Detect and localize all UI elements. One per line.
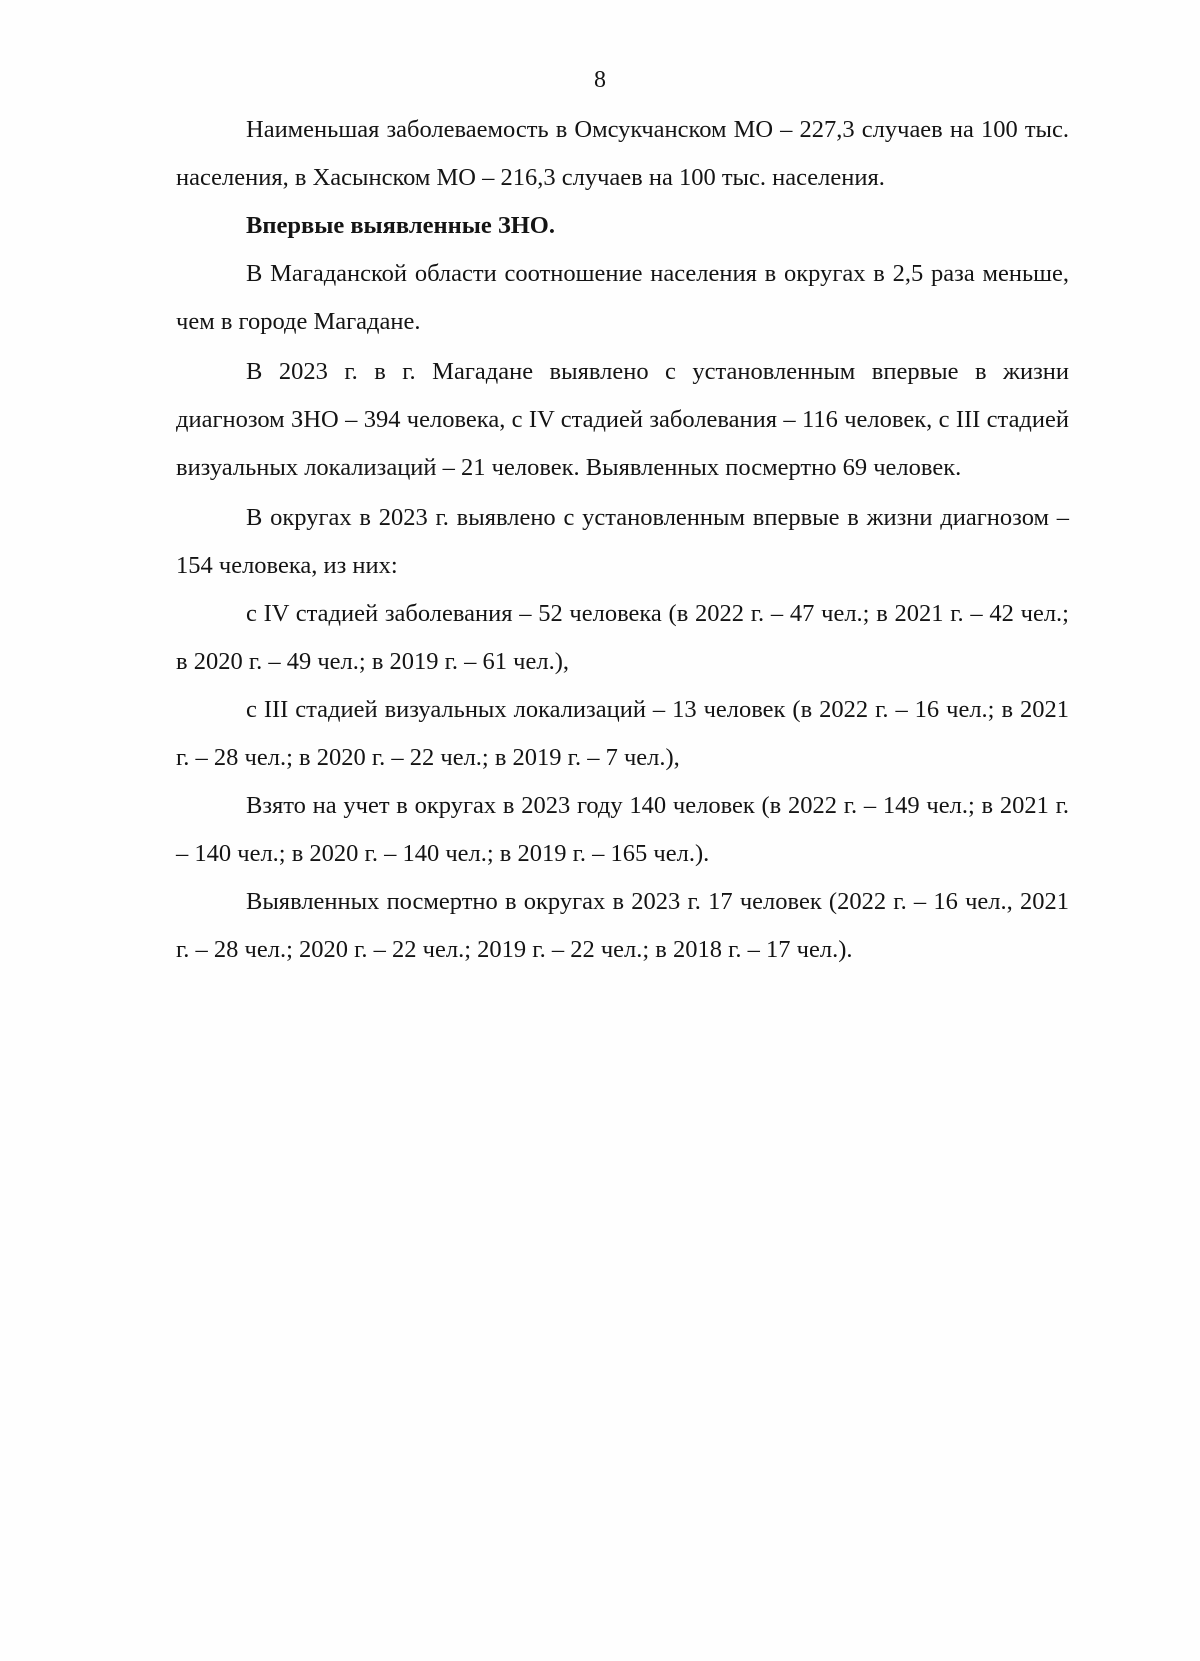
paragraph-magadan-2023: В 2023 г. в г. Магадане выявлено с установленным впервые в жизни диагнозом ЗНО – 394 человека, с IV стадией заболевания – 116 человек, с III стадией визуальных локализаций – 21 человек. Выявленных посмертно 69 человек.: [176, 358, 1069, 481]
paragraph-stage-iii: с III стадией визуальных локализаций – 13 человек (в 2022 г. – 16 чел.; в 2021 г. – 28 чел.; в 2020 г. – 22 чел.; в 2019 г. – 7 чел.),: [176, 696, 1069, 771]
paragraph-posthumous: Выявленных посмертно в округах в 2023 г. 17 человек (2022 г. – 16 чел., 2021 г. – 28 чел.; 2020 г. – 22 чел.; 2019 г. – 22 чел.; в 2018 г. – 17 чел.).: [176, 888, 1069, 963]
paragraph-districts-2023: В округах в 2023 г. выявлено с установленным впервые в жизни диагнозом – 154 человека, из них:: [176, 504, 1069, 579]
section-heading: Впервые выявленные ЗНО.: [246, 212, 555, 239]
paragraph-stage-iv: с IV стадией заболевания – 52 человека (в 2022 г. – 47 чел.; в 2021 г. – 42 чел.; в 2020 г. – 49 чел.; в 2019 г. – 61 чел.),: [176, 600, 1069, 675]
page-number: 8: [594, 67, 606, 93]
paragraph-registered: Взято на учет в округах в 2023 году 140 человек (в 2022 г. – 149 чел.; в 2021 г. – 140 чел.; в 2020 г. – 140 чел.; в 2019 г. – 165 чел.).: [176, 792, 1069, 867]
paragraph-population-ratio: В Магаданской области соотношение населения в округах в 2,5 раза меньше, чем в городе Магадане.: [176, 260, 1069, 335]
document-body: [176, 106, 1069, 974]
paragraph-lowest-incidence: Наименьшая заболеваемость в Омсукчанском МО – 227,3 случаев на 100 тыс. населения, в Хасынском МО – 216,3 случаев на 100 тыс. населения.: [176, 116, 1069, 191]
